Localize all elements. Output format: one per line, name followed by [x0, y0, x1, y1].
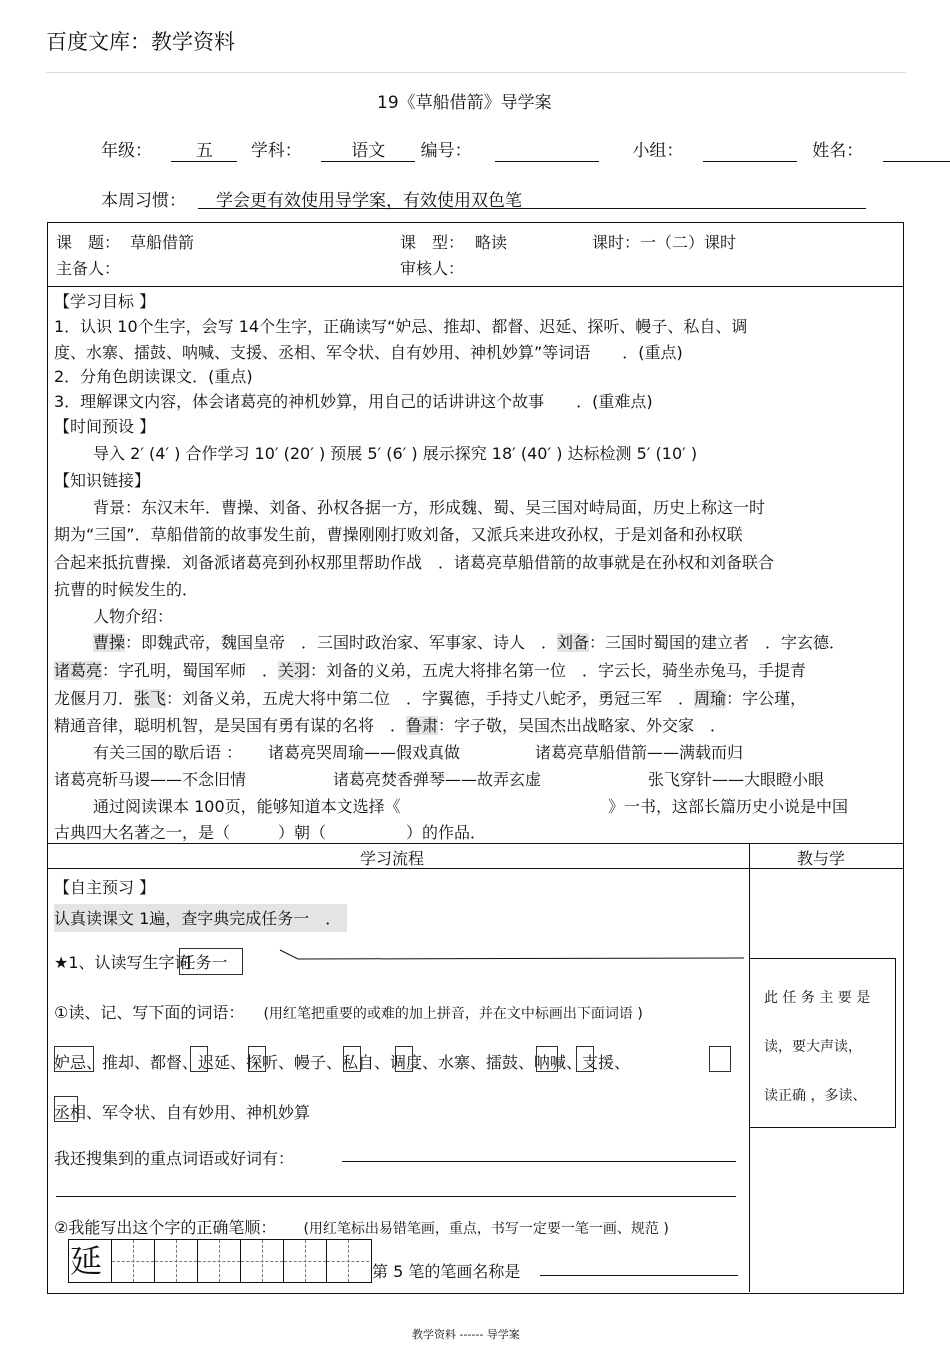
name-lusu: 鲁肃 — [406, 716, 439, 735]
time-heading: 【时间预设 】 — [54, 417, 156, 436]
side-note-line-2: 读，要大声读， — [764, 1039, 862, 1055]
desc-caocao: ：即魏武帝，魏国皇帝 ．三国时政治家、军事家、诗人 ． — [125, 633, 558, 652]
book-line-1a: 通过阅读课本 100页，能够知道本文选择《 — [93, 797, 401, 816]
habit-underline — [198, 208, 866, 209]
xiehouyu-4: 诸葛亮焚香弹琴——故弄玄虚 — [333, 770, 542, 789]
stroke-cell[interactable] — [197, 1240, 240, 1282]
sub-task-2-label: ②我能写出这个字的正确笔顺： — [54, 1218, 277, 1237]
preview-heading: 【自主预习 】 — [54, 878, 156, 897]
words-line-1: 妒忌、推却、都督、迟延、探听、幔子、私自、调度、水寨、擂鼓、呐喊、支援、 — [54, 1053, 631, 1072]
name-guanyu: 关羽 — [278, 661, 311, 680]
sub-task-1 — [54, 1000, 643, 1023]
people-line-2 — [54, 658, 806, 681]
task-1-box: 任务一 — [179, 948, 243, 975]
name-label: 姓名： — [812, 141, 864, 161]
sub-task-2-note: (用红笔标出易错笔画，重点，书写一定要一笔一画、规范 ) — [303, 1221, 669, 1237]
task-1-bracket-line — [280, 950, 744, 959]
xiehouyu-3: 诸葛亮斩马谡——不念旧情 — [54, 770, 247, 789]
sub-task-2 — [54, 1215, 669, 1238]
sub-task-1-note: (用红笔把重要的或难的加上拼音，并在文中标画出下面词语 ) — [263, 1006, 643, 1022]
stroke-char: 延 — [70, 1242, 103, 1280]
desc-liubei: ：三国时蜀国的建立者 ．字玄德． — [589, 633, 846, 652]
name-field[interactable] — [883, 141, 950, 162]
teach-col-heading: 教与学 — [797, 849, 846, 868]
background-2: 期为“三国”．草船借箭的故事发生前，曹操刚刚打败刘备，又派兵来进攻孙权，于是刘备和孙权联 — [54, 525, 743, 544]
background-1: 背景：东汉末年．曹操、刘备、孙权各据一方，形成魏、蜀、吴三国对峙局面，历史上称这一时 — [93, 498, 766, 517]
side-note-line-1: 此 任 务 主 要 是 — [764, 990, 871, 1006]
people-line-1 — [93, 630, 845, 653]
time-text: 导入 2′ (4′ ) 合作学习 10′ (20′ ) 预展 5′ (6′ ) 展示探究 18′ (40′ ) 达标检测 5′ (10′ ) — [93, 444, 698, 463]
background-4: 抗曹的时候发生的． — [54, 580, 199, 599]
people-line-3 — [54, 686, 806, 709]
goal-3: 3．理解课文内容，体会诸葛亮的神机妙算，用自己的话讲讲这个故事 ．(重难点) — [54, 392, 653, 411]
flow-header-top — [47, 843, 903, 844]
goals-heading: 【学习目标 】 — [54, 292, 156, 311]
word-box-1 — [54, 1046, 94, 1072]
text-zhouyu-cont: 精通音律，聪明机智，是吴国有勇有谋的名将 ． — [54, 716, 407, 735]
number-label: 编号： — [420, 141, 472, 161]
topic-label: 课 题： — [56, 233, 121, 252]
doc-title: 19《草船借箭》导学案 — [377, 93, 552, 113]
read-task: 认真读课文 1遍，查字典完成任务一 ． — [54, 904, 347, 932]
collect-label: 我还搜集到的重点词语或好词有： — [54, 1149, 295, 1168]
knowledge-heading: 【知识链接】 — [54, 471, 151, 490]
xiehouyu-1: 诸葛亮哭周瑜——假戏真做 — [268, 743, 461, 762]
habit-label: 本周习惯： — [101, 191, 186, 211]
desc-guanyu: ：刘备的义弟，五虎大将排名第一位 ．字云长，骑坐赤兔马，手提青 — [310, 661, 807, 680]
xiehouyu-5: 张飞穿针——大眼瞪小眼 — [648, 770, 825, 789]
stroke-cell[interactable] — [326, 1240, 369, 1282]
desc-zhouyu: ：字公瑾， — [726, 689, 807, 708]
task-1-prefix: ★1、认读写生字词 — [54, 953, 191, 972]
group-label: 小组： — [632, 141, 684, 161]
preparer-label: 主备人： — [56, 259, 121, 278]
word-box-2 — [190, 1046, 208, 1072]
subject-label: 学科： — [250, 141, 302, 161]
xiehouyu-2: 诸葛亮草船借箭——满载而归 — [535, 743, 744, 762]
name-liubei: 刘备 — [557, 633, 590, 652]
goal-1a: 1．认识 10个生字，会写 14个生字，正确读写“妒忌、推却、都督、迟延、探听、幔子、私自、调 — [54, 317, 748, 336]
name-caocao: 曹操 — [93, 633, 126, 652]
name-zhouyu: 周瑜 — [694, 689, 727, 708]
word-box-9 — [54, 1096, 78, 1122]
collect-line-2[interactable] — [56, 1196, 736, 1197]
subject-value: 语文 — [321, 136, 415, 162]
header-divider — [46, 72, 906, 73]
grade-label: 年级： — [101, 141, 152, 161]
word-box-4 — [343, 1046, 361, 1072]
flow-header-bottom — [47, 868, 903, 869]
habit-text: 学会更有效使用导学案，有效使用双色笔 — [216, 191, 522, 211]
stroke-cell[interactable] — [240, 1240, 283, 1282]
number-field[interactable] — [495, 141, 599, 162]
word-box-3 — [248, 1046, 266, 1072]
stroke-question: 第 5 笔的笔画名称是 — [372, 1262, 521, 1281]
name-zhuge: 诸葛亮 — [54, 661, 103, 680]
background-3: 合起来抵抗曹操．刘备派诸葛亮到孙权那里帮助作战 ．诸葛亮草船借箭的故事就是在孙权和刘备联合 — [54, 553, 775, 572]
book-line-1b: 》一书，这部长篇历史小说是中国 — [608, 797, 849, 816]
stroke-answer-line[interactable] — [540, 1275, 738, 1276]
text-yanyue: 龙偃月刀． — [54, 689, 135, 708]
book-line-2: 古典四大名著之一，是（ ）朝（ ）的作品． — [54, 823, 487, 842]
desc-lusu: ：字子敬，吴国杰出战略家、外交家 ． — [438, 716, 727, 735]
stroke-cell[interactable] — [111, 1240, 154, 1282]
topic-value: 草船借箭 — [130, 233, 195, 252]
sub-task-1-label: ①读、记、写下面的词语： — [54, 1003, 245, 1022]
desc-zhuge: ：字孔明，蜀国军师 ． — [102, 661, 279, 680]
meta-row — [101, 136, 950, 162]
type-value: 略读 — [475, 233, 508, 252]
word-box-7 — [576, 1046, 594, 1072]
flow-col-heading: 学习流程 — [360, 849, 425, 868]
stroke-grid — [68, 1239, 372, 1283]
desc-zhangfei: ：刘备义弟，五虎大将中第二位 ．字翼德，手持丈八蛇矛，勇冠三军 ． — [166, 689, 695, 708]
page-footer: 教学资料 ------ 导学案 — [412, 1328, 520, 1341]
info-divider — [47, 286, 903, 287]
side-note-line-3: 读正确 ，多读、 — [764, 1088, 867, 1104]
collect-line-1[interactable] — [342, 1161, 736, 1162]
grade-value: 五 — [171, 136, 237, 162]
name-zhangfei: 张飞 — [134, 689, 167, 708]
word-box-5 — [395, 1046, 413, 1072]
type-label: 课 型： — [400, 233, 465, 252]
task-1-bracket — [278, 948, 748, 968]
reviewer-label: 审核人： — [400, 259, 465, 278]
task-1-line — [54, 948, 243, 975]
people-line-4 — [54, 713, 726, 736]
goal-2: 2．分角色朗读课文．(重点) — [54, 367, 253, 386]
site-header-title: 百度文库：教学资料 — [46, 30, 235, 54]
people-heading: 人物介绍： — [93, 607, 174, 626]
stroke-cell[interactable] — [283, 1240, 326, 1282]
words-line-2: 丞相、军令状、自有妙用、神机妙算 — [54, 1103, 311, 1122]
xiehouyu-label: 有关三国的歇后语 ： — [93, 743, 243, 762]
word-box-6 — [536, 1046, 558, 1072]
word-box-8 — [709, 1046, 731, 1072]
period-text: 课时：一（二）课时 — [592, 233, 737, 252]
group-field[interactable] — [703, 141, 797, 162]
goal-1b: 度、水寨、擂鼓、呐喊、支援、丞相、军令状、自有妙用、神机妙算”等词语 ．(重点) — [54, 343, 683, 362]
side-note-box — [749, 958, 896, 1128]
stroke-cell[interactable] — [154, 1240, 197, 1282]
